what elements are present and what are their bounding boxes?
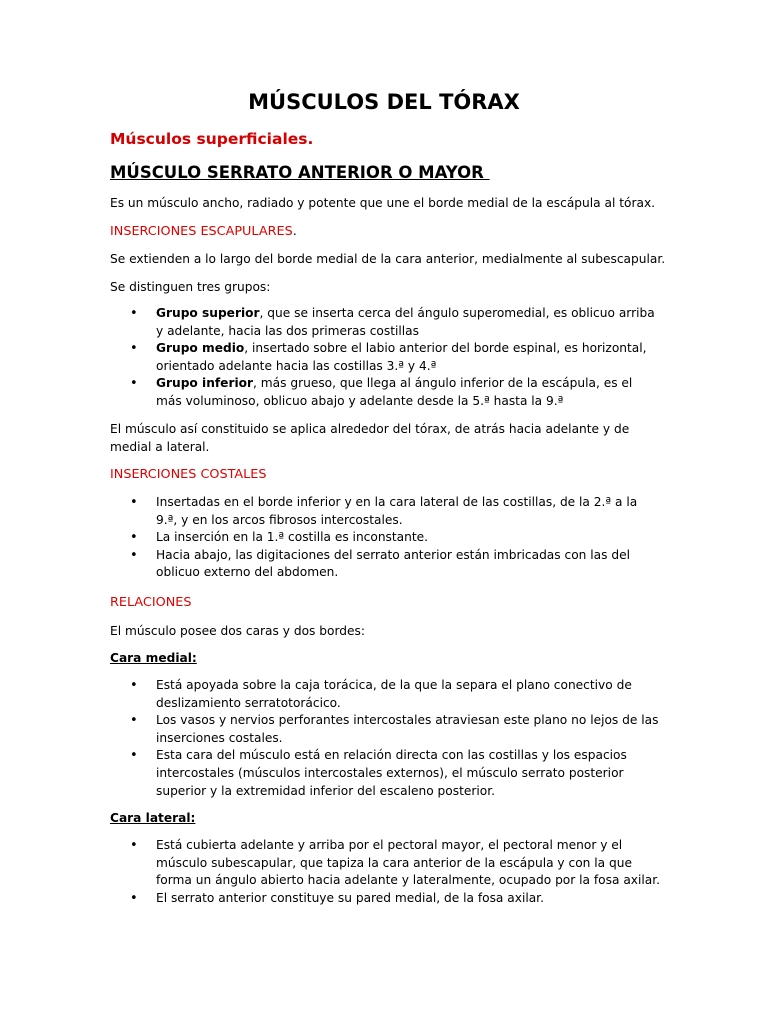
escapulares-paragraph-3: El músculo así constituido se aplica alrededor del tórax, de atrás hacia adelante y de medial a lateral.: [110, 422, 630, 454]
escapulares-paragraph-2: Se distinguen tres grupos:: [110, 280, 271, 294]
bullet-icon: •: [130, 376, 138, 392]
list-item: [110, 837, 660, 890]
page-title: MÚSCULOS DEL TÓRAX: [248, 90, 520, 114]
item-text: Esta cara del músculo está en relación directa con las costillas y los espacios intercostales (músculos intercostales externos), el músculo serrato posterior superior y la extremidad inferior del escaleno posterior.: [156, 748, 627, 798]
list-item: [110, 712, 660, 747]
list-item: [110, 529, 660, 547]
cara-lateral-list: [110, 837, 660, 907]
bullet-icon: •: [130, 748, 138, 764]
cara-medial-list: [110, 677, 660, 800]
list-item: [110, 494, 660, 529]
bullet-icon: •: [130, 678, 138, 693]
relaciones-paragraph: El músculo posee dos caras y dos bordes:: [110, 624, 365, 638]
item-text: El serrato anterior constituye su pared medial, de la fosa axilar.: [156, 890, 544, 905]
item-text: Insertadas en el borde inferior y en la cara lateral de las costillas, de la 2.ª a la 9.ª, y en los arcos fibrosos intercostales.: [156, 495, 638, 527]
list-item: [110, 677, 660, 712]
muscle-heading: MÚSCULO SERRATO ANTERIOR O MAYOR: [110, 163, 490, 182]
item-text: , que se inserta cerca del ángulo superomedial, es oblicuo arriba y adelante, hacia las dos primeras costillas: [156, 306, 655, 338]
item-bold-label: Grupo inferior: [156, 376, 254, 391]
bullet-icon: •: [130, 341, 138, 357]
section-subtitle: Músculos superficiales.: [110, 130, 314, 148]
item-text: , más grueso, que llega al ángulo inferior de la escápula, es el más voluminoso, oblicuo abajo y adelante desde la 5.ª hasta la 9.ª: [156, 376, 633, 408]
escapulares-heading-text: INSERCIONES ESCAPULARES: [110, 224, 293, 239]
item-bold-label: Grupo medio: [156, 341, 245, 356]
bullet-icon: •: [130, 547, 138, 563]
item-text: Está apoyada sobre la caja torácica, de la que la separa el plano conectivo de deslizamiento serratotorácico.: [156, 678, 632, 710]
escapulares-heading-suffix: .: [292, 224, 297, 239]
list-item: [110, 547, 660, 582]
cara-lateral-heading: Cara lateral:: [110, 811, 196, 825]
bullet-icon: •: [130, 890, 138, 906]
bullet-icon: •: [130, 530, 138, 546]
bullet-icon: •: [130, 838, 138, 853]
cara-medial-heading: Cara medial:: [110, 651, 197, 665]
list-item: [110, 305, 660, 340]
costales-heading: INSERCIONES COSTALES: [110, 467, 267, 482]
list-item: [110, 747, 660, 800]
bullet-icon: •: [130, 306, 138, 321]
list-item: [110, 890, 660, 908]
list-item: [110, 340, 660, 375]
escapulares-heading: [110, 223, 297, 241]
relaciones-heading: RELACIONES: [110, 595, 192, 610]
item-text: Está cubierta adelante y arriba por el pectoral mayor, el pectoral menor y el músculo subescapular, que tapiza la cara anterior de la escápula y con la que forma un ángulo abierto hacia adelante y lateralmente, ocupado por la fosa axilar.: [156, 838, 661, 888]
intro-paragraph: Es un músculo ancho, radiado y potente que une el borde medial de la escápula al tórax.: [110, 196, 656, 210]
item-text: Hacia abajo, las digitaciones del serrato anterior están imbricadas con las del oblicuo externo del abdomen.: [156, 547, 630, 580]
item-text: Los vasos y nervios perforantes intercostales atraviesan este plano no lejos de las inserciones costales.: [156, 713, 659, 745]
groups-list: [110, 305, 660, 411]
item-bold-label: Grupo superior: [156, 306, 260, 320]
item-text: La inserción en la 1.ª costilla es inconstante.: [156, 530, 429, 545]
item-text: , insertado sobre el labio anterior del borde espinal, es horizontal, orientado adelante hacia las costillas 3.ª y 4.ª: [156, 341, 647, 373]
bullet-icon: •: [130, 495, 138, 510]
costales-list: [110, 494, 660, 582]
escapulares-paragraph-1: Se extienden a lo largo del borde medial de la cara anterior, medialmente al subescapular.: [110, 252, 666, 266]
bullet-icon: •: [130, 713, 138, 729]
list-item: [110, 375, 660, 410]
